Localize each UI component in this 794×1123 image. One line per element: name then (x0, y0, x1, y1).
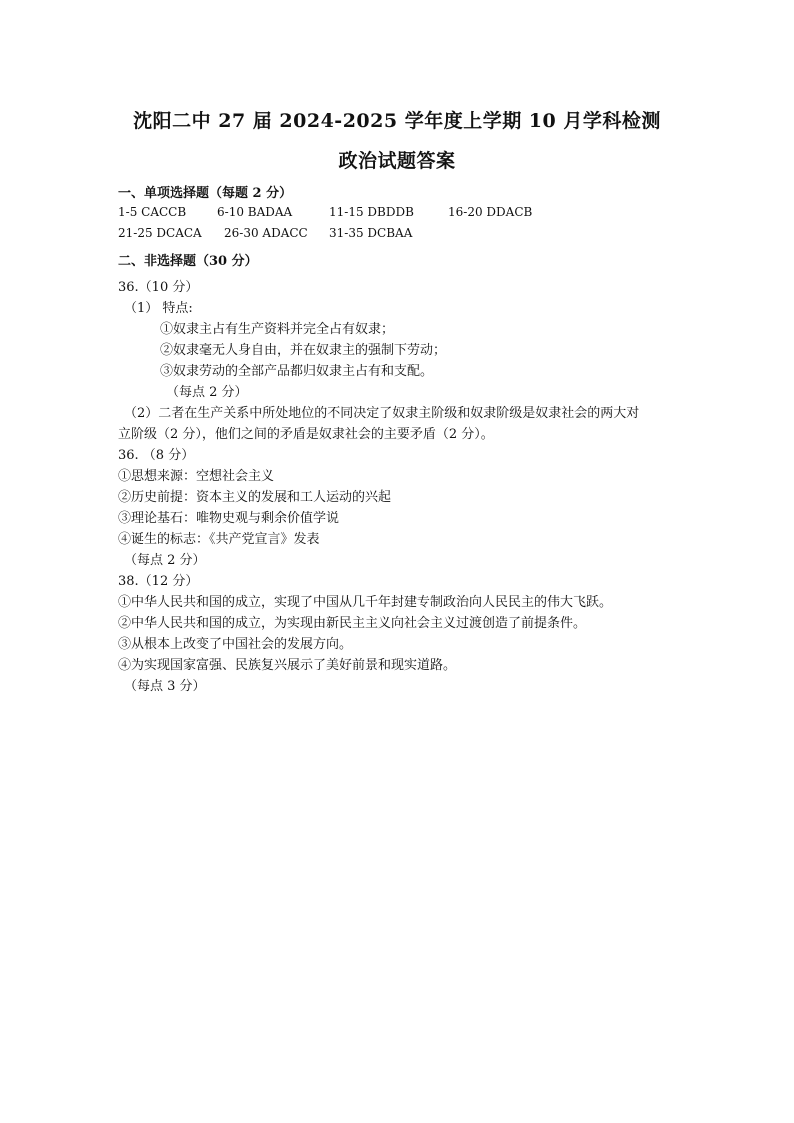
document-title: 沈阳二中 27 届 2024-2025 学年度上学期 10 月学科检测 (133, 110, 661, 132)
part-label: （1） 特点: (124, 301, 193, 316)
section-heading-multiple-choice: 一、单项选择题（每题 2 分） (118, 186, 293, 201)
answer-point: ②奴隶毫无人身自由，并在奴隶主的强制下劳动； (160, 343, 447, 358)
document-subtitle: 政治试题答案 (338, 150, 456, 172)
question-header: 36. （8 分） (118, 448, 195, 463)
score-note: （每点 2 分） (166, 385, 248, 400)
answer-paragraph-line: 立阶级（2 分），他们之间的矛盾是奴隶社会的主要矛盾（2 分）。 (118, 427, 494, 442)
answer-point: ④为实现国家富强、民族复兴展示了美好前景和现实道路。 (118, 658, 457, 673)
answer-point: ①奴隶主占有生产资料并完全占有奴隶； (160, 322, 395, 337)
answer-paragraph-line: （2）二者在生产关系中所处地位的不同决定了奴隶主阶级和奴隶阶级是奴隶社会的两大对 (124, 406, 640, 421)
score-note: （每点 3 分） (124, 679, 206, 694)
answer-point: ①思想来源：空想社会主义 (118, 469, 275, 484)
answer-group: 26-30 ADACC (224, 226, 308, 240)
answer-point: ④诞生的标志：《共产党宣言》发表 (118, 532, 320, 547)
answer-group: 1-5 CACCB (118, 205, 187, 219)
answer-point: ②中华人民共和国的成立，为实现由新民主主义向社会主义过渡创造了前提条件。 (118, 616, 587, 631)
answer-group: 11-15 DBDDB (329, 205, 414, 219)
answer-group: 16-20 DDACB (448, 205, 533, 219)
answer-point: ③从根本上改变了中国社会的发展方向。 (118, 637, 353, 652)
answer-group: 21-25 DCACA (118, 226, 202, 240)
answer-point: ①中华人民共和国的成立，实现了中国从几千年封建专制政治向人民民主的伟大飞跃。 (118, 595, 613, 610)
answer-point: ③奴隶劳动的全部产品都归奴隶主占有和支配。 (160, 364, 434, 379)
answer-point: ②历史前提：资本主义的发展和工人运动的兴起 (118, 490, 392, 505)
answer-group: 31-35 DCBAA (329, 226, 413, 240)
question-header: 36.（10 分） (118, 280, 199, 295)
answer-group: 6-10 BADAA (217, 205, 293, 219)
answer-point: ③理论基石：唯物史观与剩余价值学说 (118, 511, 340, 526)
score-note: （每点 2 分） (124, 553, 206, 568)
question-header: 38.（12 分） (118, 574, 199, 589)
section-heading-non-choice: 二、非选择题（30 分） (118, 254, 258, 269)
